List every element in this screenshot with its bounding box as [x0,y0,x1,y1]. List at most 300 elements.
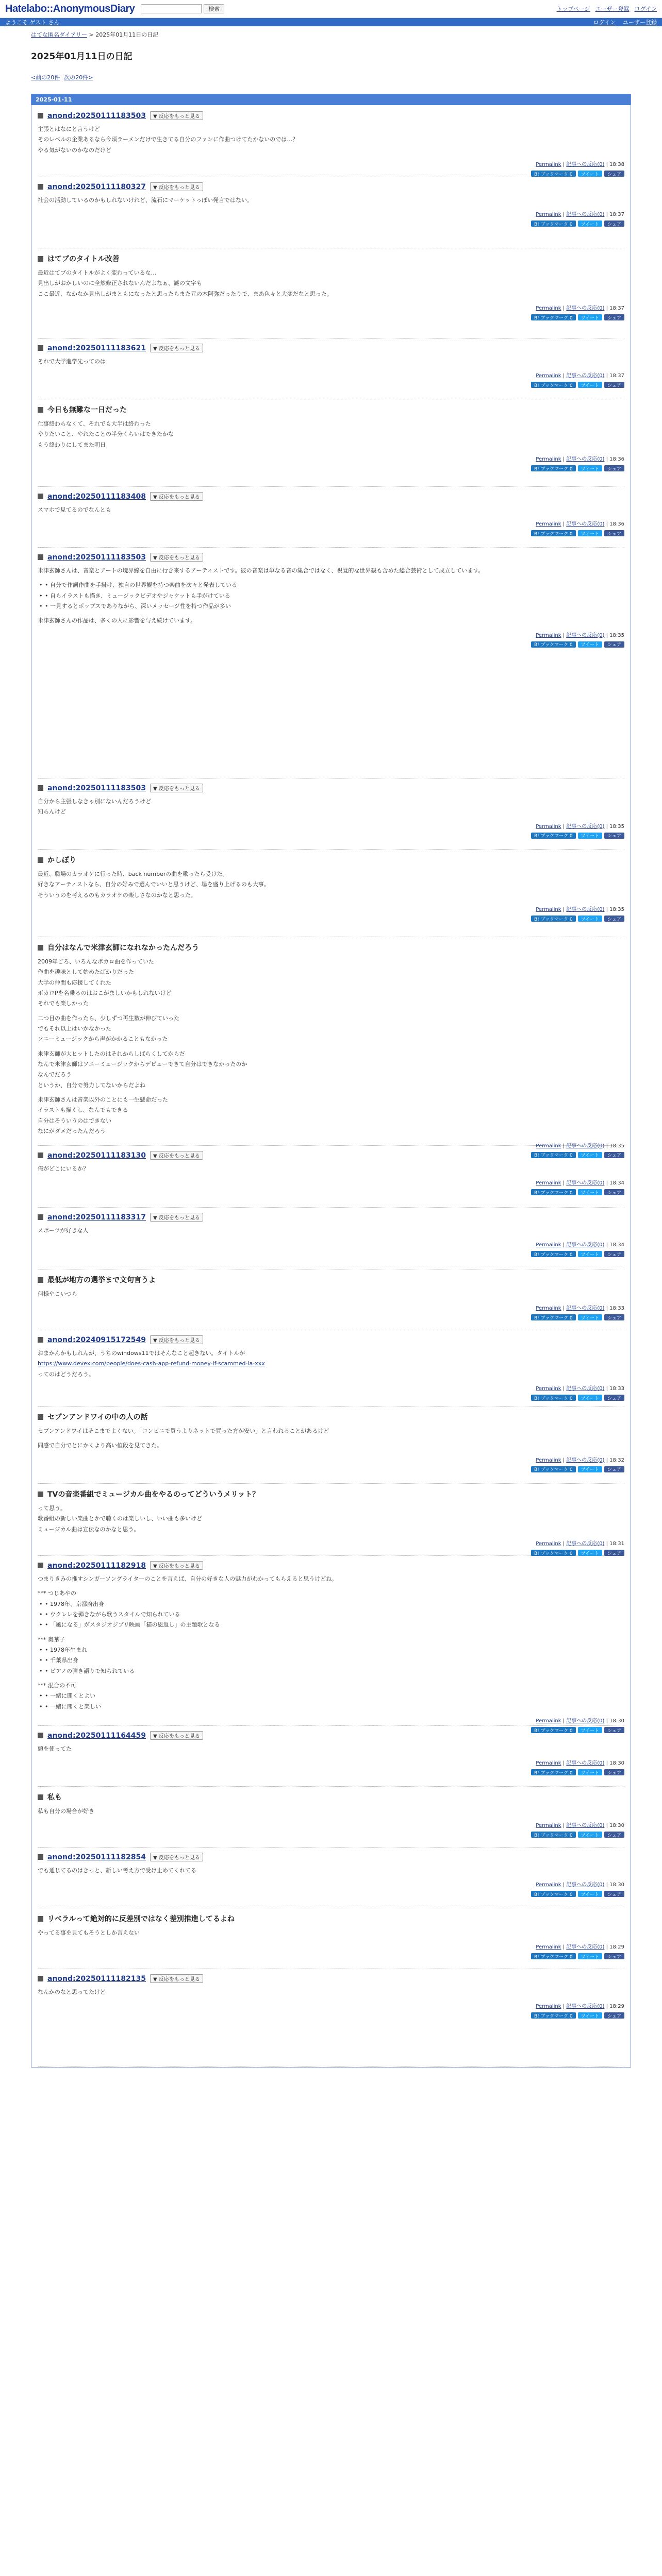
entry-line: って思う。 [38,1505,66,1512]
entry-line: なんでだろう [38,1071,72,1078]
next-page-link[interactable]: 次の20件> [64,74,93,81]
tweet-button[interactable]: ツイート [578,314,603,320]
entry-header [38,1489,624,1499]
entry-time: 18:30 [609,1760,624,1767]
entry-body [38,1503,624,1535]
trackback-link[interactable]: 記事への反応(0) [566,212,605,218]
main-content [31,30,631,2067]
entry-bullet-icon [38,1563,43,1568]
entry-section [38,177,624,248]
permalink-link[interactable]: Permalink [536,1180,561,1187]
search-button[interactable]: 検索 [204,4,224,13]
share-buttons [38,641,624,648]
entry-body [38,1574,624,1712]
entry-body [38,796,624,818]
entry-bullet-icon [38,113,43,118]
read-comments-button[interactable]: ▼ 反応をもっと見る [150,182,203,191]
trackback-link[interactable]: 記事への反応(0) [566,907,605,913]
entry-line: • • 一緒に聞くとよい [38,1691,624,1701]
hatena-bookmark-button[interactable]: B! ブックマーク 0 [531,1395,576,1401]
entry-line: ってのはどうだろう。 [38,1370,94,1378]
entry-body [38,1348,624,1380]
entry-header [38,111,624,120]
entry-bullet-icon [38,1794,43,1800]
trackback-link[interactable]: 記事への反応(0) [566,1541,605,1547]
trackback-link[interactable]: 記事への反応(0) [566,162,605,168]
facebook-share-button[interactable]: シェア [604,221,624,227]
hatena-bookmark-button[interactable]: B! ブックマーク 0 [531,1152,576,1158]
facebook-share-button[interactable]: シェア [604,1891,624,1897]
trackback-link[interactable]: 記事への反応(0) [566,1760,605,1767]
permalink-link[interactable]: Permalink [536,2004,561,2010]
entry-line: ミュージカル曲は宣伝なのかなと思う。 [38,1526,140,1533]
permalink-link[interactable]: Permalink [536,1882,561,1888]
tweet-button[interactable]: ツイート [578,465,603,471]
trackback-link[interactable]: 記事への反応(0) [566,521,605,528]
entry-time: 18:38 [609,162,624,168]
entry-time: 18:37 [609,212,624,218]
facebook-share-button[interactable]: シェア [604,1953,624,1959]
hatena-bookmark-button[interactable]: B! ブックマーク 0 [531,833,576,839]
entry-time: 18:35 [609,907,624,913]
entry-bullet-icon [38,945,43,951]
entry-line: • • 千葉県出身 [38,1655,624,1666]
search-input[interactable] [141,4,202,13]
entry-title[interactable]: anond:20250111164459 [47,1731,146,1740]
hatena-bookmark-button[interactable]: B! ブックマーク 0 [531,1832,576,1838]
tweet-button[interactable]: ツイート [578,1769,603,1775]
entry-line: ボカロPを名乗るのはおこがましいかもしれないけど [38,990,172,997]
entry-title[interactable]: anond:20250111183503 [47,111,146,120]
facebook-share-button[interactable]: シェア [604,1769,624,1775]
breadcrumb-home[interactable]: はてな匿名ダイアリー [31,31,88,38]
facebook-share-button[interactable]: シェア [604,1152,624,1158]
entry-line [38,1584,624,1588]
trackback-link[interactable]: 記事への反応(0) [566,1306,605,1312]
hatena-bookmark-button[interactable]: B! ブックマーク 0 [531,641,576,648]
entry-meta: Permalink | 記事への反応(0) | 18:35 [536,632,624,638]
entry-title: かしぼり [47,856,76,865]
share-buttons [38,1314,624,1320]
entry-body [38,419,624,450]
entry-line: 米津玄師さんの作品は、多くの人に影響を与え続けています。 [38,617,196,624]
entry-time: 18:37 [609,373,624,379]
entry-line: スポーツが好きな人 [38,1227,89,1234]
entry-bullet-icon [38,1916,43,1922]
entry-line: *** 奥華子 [38,1636,65,1643]
page-title: 2025年01月11日の日記 [31,52,133,62]
bar-register-link[interactable]: ユーザー登録 [623,19,657,26]
permalink-link[interactable]: Permalink [536,1541,561,1547]
entry-time: 18:37 [609,306,624,312]
share-buttons [38,1466,624,1472]
read-comments-button[interactable]: ▼ 反応をもっと見る [150,553,203,562]
entry-header [38,1561,624,1570]
trackback-link[interactable]: 記事への反応(0) [566,456,605,463]
trackback-link[interactable]: 記事への反応(0) [566,632,605,638]
permalink-link[interactable]: Permalink [536,1944,561,1951]
entry-link[interactable]: https://www.devex.com/people/does-cash-app-refund-money-if-scammed-ia-xxx [38,1360,265,1367]
permalink-link[interactable]: Permalink [536,306,561,312]
entry-bullet-icon [38,1492,43,1497]
entry-title[interactable]: anond:20250111183317 [47,1213,146,1222]
read-comments-button[interactable]: ▼ 反応をもっと見る [150,1731,203,1740]
entry-time: 18:36 [609,456,624,463]
trackback-link[interactable]: 記事への反応(0) [566,1718,605,1724]
hatena-bookmark-button[interactable]: B! ブックマーク 0 [531,530,576,536]
read-comments-button[interactable]: ▼ 反応をもっと見る [150,111,203,120]
entry-meta: Permalink | 記事への反応(0) | 18:30 [536,1718,624,1724]
entry-section [38,1269,624,1330]
entry-time: 18:30 [609,1718,624,1724]
share-buttons [38,465,624,471]
entry-line: 主張とはなにと言うけど [38,126,100,132]
tweet-button[interactable]: ツイート [578,1152,603,1158]
entry-line: 社会の活動しているのかもしれないけれど、流石にマーケットっぽい発言ではない。 [38,197,253,204]
trackback-link[interactable]: 記事への反応(0) [566,1143,605,1149]
hatena-bookmark-button[interactable]: B! ブックマーク 0 [531,2012,576,2019]
entry-line: そのレベルの企業あるなら今頃ラーメンだけで生きてる自分のファンに作曲つけてたかないのでは…？ [38,136,299,143]
hatena-bookmark-button[interactable]: B! ブックマーク 0 [531,916,576,922]
entry-title: 自分はなんで米津玄師になれなかったんだろう [47,944,199,952]
entry-line: 大学の仲間も応援してくれた [38,979,111,986]
entry-meta: Permalink | 記事への反応(0) | 18:35 [536,823,624,829]
tweet-button[interactable]: ツイート [578,1832,603,1838]
entry-line: なんで米津玄師はソニーミュージックからデビューできて自分はできなかったのか [38,1061,247,1068]
share-buttons [38,833,624,839]
entry-title: 今日も無難な一日だった [47,406,127,414]
entry-bullet-icon [38,1854,43,1860]
entry-line: 自分はそういうのはできない [38,1117,111,1124]
tweet-button[interactable]: ツイート [578,1953,603,1959]
entry-line: スマホで見てるのでなんとも [38,506,111,513]
trackback-link[interactable]: 記事への反応(0) [566,1180,605,1187]
permalink-link[interactable]: Permalink [536,1143,561,1149]
hatena-bookmark-button[interactable]: B! ブックマーク 0 [531,1727,576,1733]
entry-meta: Permalink | 記事への反応(0) | 18:30 [536,1882,624,1888]
entry-line: ソニーミュージックから声がかかることもなかった [38,1036,168,1043]
trackback-link[interactable]: 記事への反応(0) [566,1386,605,1392]
entry-line: イラストも描くし、なんでもできる [38,1107,128,1114]
entry-title: リベラルって絶対的に反差別ではなく差別推進してるよね [47,1915,235,1923]
trackback-link[interactable]: 記事への反応(0) [566,1823,605,1829]
trackback-link[interactable]: 記事への反応(0) [566,306,605,312]
hatena-bookmark-button[interactable]: B! ブックマーク 0 [531,1550,576,1556]
permalink-link[interactable]: Permalink [536,521,561,528]
permalink-link[interactable]: Permalink [536,212,561,218]
facebook-share-button[interactable]: シェア [604,382,624,388]
tweet-button[interactable]: ツイート [578,221,603,227]
facebook-share-button[interactable]: シェア [604,916,624,922]
entry-bullet-icon [38,1277,43,1283]
entry-header [38,942,624,953]
pager [31,73,631,81]
share-buttons [38,1251,624,1257]
entry-meta: Permalink | 記事への反応(0) | 18:35 [536,1143,624,1149]
share-buttons [38,1189,624,1195]
entry-section [38,1556,624,1734]
read-comments-button[interactable]: ▼ 反応をもっと見る [150,344,203,352]
entry-time: 18:36 [609,521,624,528]
tweet-button[interactable]: ツイート [578,1466,603,1472]
entry-body [38,505,624,515]
tweet-button[interactable]: ツイート [578,641,603,648]
tweet-button[interactable]: ツイート [578,833,603,839]
entry-line: • • 1978年生まれ [38,1645,624,1655]
read-comments-button[interactable]: ▼ 反応をもっと見る [150,1151,203,1160]
tweet-button[interactable]: ツイート [578,1251,603,1257]
trackback-link[interactable]: 記事への反応(0) [566,1457,605,1463]
entry-section [38,1208,624,1269]
entry-line [38,612,624,616]
header-link-login[interactable]: ログイン [634,6,657,12]
tweet-button[interactable]: ツイート [578,1189,603,1195]
entry-bullet-icon [38,554,43,560]
facebook-share-button[interactable]: シェア [604,1727,624,1733]
facebook-share-button[interactable]: シェア [604,1395,624,1401]
read-comments-button[interactable]: ▼ 反応をもっと見る [150,1974,203,1983]
entry-line: でもそれ以上はいかなかった [38,1025,111,1032]
facebook-share-button[interactable]: シェア [604,641,624,648]
entry-bullet-icon [38,1153,43,1158]
entry-line: • • ピアノの弾き語りで知られている [38,1666,624,1676]
tweet-button[interactable]: ツイート [578,382,603,388]
facebook-share-button[interactable]: シェア [604,171,624,177]
entry-body [38,195,624,206]
entry-section [38,850,624,937]
facebook-share-button[interactable]: シェア [604,465,624,471]
entry-header [38,182,624,191]
trackback-link[interactable]: 記事への反応(0) [566,823,605,829]
entry-line: 米津玄師さんは、音楽とアートの境界線を自由に行き来するアーティストです。彼の音楽は単なる音の集合ではなく、視覚的な世界観も含めた総合芸術として成立しています。 [38,567,484,574]
entry-section [38,1908,624,1969]
entry-meta: Permalink | 記事への反応(0) | 18:36 [536,456,624,463]
entry-section [38,1787,624,1848]
hatena-bookmark-button[interactable]: B! ブックマーク 0 [531,171,576,177]
entry-header [38,1412,624,1422]
entry-bullet-icon [38,1337,43,1343]
permalink-link[interactable]: Permalink [536,162,561,168]
hatena-bookmark-button[interactable]: B! ブックマーク 0 [531,1466,576,1472]
facebook-share-button[interactable]: シェア [604,1251,624,1257]
read-comments-button[interactable]: ▼ 反応をもっと見る [150,784,203,792]
entry-time: 18:33 [609,1306,624,1312]
share-buttons [38,382,624,388]
entry-body [38,1744,624,1754]
entry-title: はてブのタイトル改善 [47,255,120,263]
trackback-link[interactable]: 記事への反応(0) [566,1242,605,1248]
tweet-button[interactable]: ツイート [578,1395,603,1401]
permalink-link[interactable]: Permalink [536,823,561,829]
entry-meta: Permalink | 記事への反応(0) | 18:29 [536,2004,624,2010]
entry-title[interactable]: anond:20250111182918 [47,1561,146,1570]
entry-line: • • 「風になる」がスタジオジブリ映画「猫の恩返し」の主題歌となる [38,1620,624,1630]
entry-meta: Permalink | 記事への反応(0) | 18:30 [536,1823,624,1829]
entry-title[interactable]: anond:20250111183503 [47,784,146,792]
permalink-link[interactable]: Permalink [536,1823,561,1829]
entry-section [38,1406,624,1484]
facebook-share-button[interactable]: シェア [604,1832,624,1838]
entry-line: • • 1978年、京都府出身 [38,1599,624,1609]
entry-header [38,1275,624,1285]
entry-bullet-icon [38,1214,43,1220]
entry-meta: Permalink | 記事への反応(0) | 18:33 [536,1306,624,1312]
entry-bullet-icon [38,857,43,863]
entry-line: 最近、職場のカラオケに行った時、back numberの曲を歌ったら受けた。 [38,871,228,877]
entry-line: 米津玄師が大ヒットしたのはそれからしばらくしてからだ [38,1050,185,1057]
entry-line: なにがダメだったんだろう [38,1128,106,1135]
permalink-link[interactable]: Permalink [536,1760,561,1767]
site-logo[interactable]: Hatelabo::AnonymousDiary [5,3,135,14]
permalink-link[interactable]: Permalink [536,456,561,463]
entry-title[interactable]: anond:20250111182854 [47,1853,146,1861]
entry-line: それでも楽しかった [38,1000,89,1007]
entry-line [38,1091,624,1095]
permalink-link[interactable]: Permalink [536,907,561,913]
entry-line: なんかのなと思ってたけど [38,1989,106,1995]
entry-line: というか、自分で努力してないからだよね [38,1081,145,1089]
entry-line: 米津玄師さんは音楽以外のことにも一生懸命だった [38,1096,168,1104]
entry-title[interactable]: anond:20250111183621 [47,344,146,352]
facebook-share-button[interactable]: シェア [604,1550,624,1556]
entry-title[interactable]: anond:20240915172549 [47,1335,146,1344]
tweet-button[interactable]: ツイート [578,1550,603,1556]
entry-line [38,1676,624,1681]
prev-page-link[interactable]: <前の20件 [31,74,60,81]
entry-line [38,576,624,580]
entry-bullet-icon [38,345,43,351]
entry-line: 二つ目の曲を作ったら、少しずつ再生数が伸びていった [38,1014,179,1022]
breadcrumb-current: 2025年01月11日の日記 [95,31,159,38]
read-comments-button[interactable]: ▼ 反応をもっと見る [150,1335,203,1344]
hatena-bookmark-button[interactable]: B! ブックマーク 0 [531,382,576,388]
entry-line: *** つじあやの [38,1590,76,1597]
facebook-share-button[interactable]: シェア [604,1189,624,1195]
entry-meta: Permalink | 記事への反応(0) | 18:33 [536,1386,624,1392]
trackback-link[interactable]: 記事への反応(0) [566,1882,605,1888]
permalink-link[interactable]: Permalink [536,1306,561,1312]
share-buttons [38,1891,624,1897]
entry-title: セブンアンドワイの中の人の話 [47,1413,148,1421]
read-comments-button[interactable]: ▼ 反応をもっと見る [150,1213,203,1222]
user-bar [0,18,662,26]
tweet-button[interactable]: ツイート [578,530,603,536]
facebook-share-button[interactable]: シェア [604,314,624,320]
header-links [557,5,657,13]
header-link-top[interactable]: トップページ [556,6,590,12]
facebook-share-button[interactable]: シェア [604,833,624,839]
tweet-button[interactable]: ツイート [578,1727,603,1733]
permalink-link[interactable]: Permalink [536,1457,561,1463]
entry-line: つまりきみの推すシンガーソングライターのことを言えば、自分の好きな人の魅力がわかってもらえると思うけどね。 [38,1575,338,1582]
permalink-link[interactable]: Permalink [536,1386,561,1392]
entry-meta: Permalink | 記事への反応(0) | 18:37 [536,212,624,218]
facebook-share-button[interactable]: シェア [604,530,624,536]
share-buttons [38,530,624,536]
entry-time: 18:35 [609,632,624,638]
tweet-button[interactable]: ツイート [578,1314,603,1320]
facebook-share-button[interactable]: シェア [604,2012,624,2019]
hatena-bookmark-button[interactable]: B! ブックマーク 0 [531,314,576,320]
hatena-bookmark-button[interactable]: B! ブックマーク 0 [531,1189,576,1195]
entry-bullet-icon [38,1976,43,1981]
entry-list [31,105,631,2067]
hatena-bookmark-button[interactable]: B! ブックマーク 0 [531,1251,576,1257]
entry-title: TVの音楽番組でミュージカル曲をやるのってどういうメリット？ [47,1490,260,1499]
entry-meta: Permalink | 記事への反応(0) | 18:37 [536,306,624,312]
entry-title[interactable]: anond:20250111183130 [47,1151,146,1160]
tweet-button[interactable]: ツイート [578,916,603,922]
share-buttons [38,314,624,320]
facebook-share-button[interactable]: シェア [604,1466,624,1472]
hatena-bookmark-button[interactable]: B! ブックマーク 0 [531,1891,576,1897]
bar-login-link[interactable]: ログイン [593,19,616,26]
entry-title[interactable]: anond:20250111183503 [47,553,146,562]
hatena-bookmark-button[interactable]: B! ブックマーク 0 [531,1314,576,1320]
permalink-link[interactable]: Permalink [536,1718,561,1724]
entry-title[interactable]: anond:20250111180327 [47,182,146,191]
entry-line: *** 混合の不可 [38,1682,76,1689]
hatena-bookmark-button[interactable]: B! ブックマーク 0 [531,465,576,471]
entry-header [38,1853,624,1861]
site-header [0,0,662,18]
trackback-link[interactable]: 記事への反応(0) [566,1944,605,1951]
entry-bullet-icon [38,785,43,791]
permalink-link[interactable]: Permalink [536,1242,561,1248]
entry-header [38,492,624,501]
hatena-bookmark-button[interactable]: B! ブックマーク 0 [531,1953,576,1959]
entry-line: やる気がないのかなのだけど [38,146,111,154]
facebook-share-button[interactable]: シェア [604,1314,624,1320]
entry-line: 歌番組の新しい楽曲とかで聴くのは楽しいし、いい曲も多いけど [38,1515,202,1522]
entry-line: 同感で自分でとにかくより高い値段を見てきた。 [38,1442,162,1449]
entry-body [38,268,624,299]
trackback-link[interactable]: 記事への反応(0) [566,2004,605,2010]
entry-meta: Permalink | 記事への反応(0) | 18:38 [536,162,624,168]
tweet-button[interactable]: ツイート [578,2012,603,2019]
entry-header [38,855,624,865]
tweet-button[interactable]: ツイート [578,171,603,177]
tweet-button[interactable]: ツイート [578,1891,603,1897]
permalink-link[interactable]: Permalink [536,373,561,379]
entry-section [38,1484,624,1556]
entry-time: 18:29 [609,1944,624,1951]
read-comments-button[interactable]: ▼ 反応をもっと見る [150,492,203,501]
permalink-link[interactable]: Permalink [536,632,561,638]
read-comments-button[interactable]: ▼ 反応をもっと見る [150,1853,203,1861]
entry-header [38,553,624,562]
share-buttons [38,1550,624,1556]
read-comments-button[interactable]: ▼ 反応をもっと見る [150,1561,203,1570]
entry-line: ここ最近、なかなか見出しがまともになったと思ったらまた元の木阿弥だったりで、まあ色々と大変だなと思った。 [38,290,333,297]
share-buttons [38,171,624,177]
trackback-link[interactable]: 記事への反応(0) [566,373,605,379]
entry-section [38,338,624,399]
hatena-bookmark-button[interactable]: B! ブックマーク 0 [531,221,576,227]
hatena-bookmark-button[interactable]: B! ブックマーク 0 [531,1769,576,1775]
entry-line: 俺がどこにいるか？ [38,1165,89,1172]
entry-bullet-icon [38,407,43,413]
entry-title[interactable]: anond:20250111182135 [47,1974,146,1983]
entry-meta: Permalink | 記事への反応(0) | 18:32 [536,1457,624,1463]
entry-title[interactable]: anond:20250111183408 [47,492,146,501]
welcome-text: ようこそ ゲスト さん [5,19,60,26]
entry-meta: Permalink | 記事への反応(0) | 18:34 [536,1242,624,1248]
share-buttons [38,1832,624,1838]
header-link-register[interactable]: ユーザー登録 [595,6,630,12]
share-buttons [38,1953,624,1959]
entry-line: 頭を使ってた [38,1745,72,1752]
